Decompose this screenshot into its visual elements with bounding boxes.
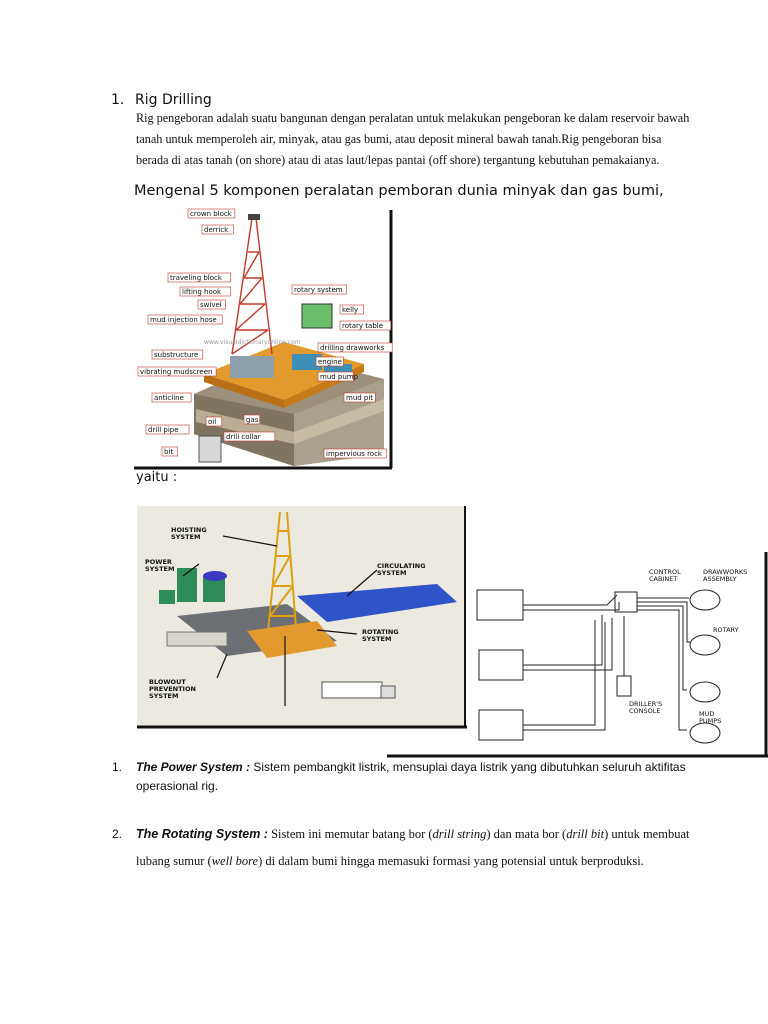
list-item-text-c: ) untuk membuat lubang sumur ( [136, 827, 690, 868]
diagram-label: CABINET [649, 575, 678, 583]
diagram-label: mud pump [320, 373, 359, 381]
watermark: www.visualdictionaryonline.com [204, 339, 301, 346]
tanker-truck [322, 682, 382, 698]
diagram-label: drill pipe [148, 426, 179, 434]
heading-title: Rig Drilling [135, 92, 212, 108]
diagram-label: CONSOLE [629, 707, 661, 715]
diagram-label: DRAWWORKS [703, 568, 748, 576]
intro-paragraph: Rig pengeboran adalah suatu bangunan dengan peralatan untuk melakukan pengeboran ke dalam reservoir bawah tanah untuk memperoleh air, minyak, atau gas bumi, atau deposit mineral bawah tanah.Rig pengeboran bisa berada di atas tanah (on shore) atau di atas laut/lepas pantai (off shore) tergantung kebutuhan pemakaianya. [136, 111, 690, 167]
diagram-label: CONTROL [649, 568, 681, 576]
list-item-text: Sistem pembangkit listrik, mensuplai daya listrik yang dibutuhkan seluruh aktifitas operasional rig. [136, 760, 686, 793]
list-item-title: The Power System : [136, 760, 251, 774]
diagram-label: SYSTEM [149, 692, 179, 700]
diagram-label: mud pit [346, 394, 374, 402]
diagram-label: DRILLER'S [629, 700, 663, 708]
diagram-label: drill collar [226, 433, 261, 441]
list-number: 1. [112, 760, 123, 774]
diagram-label: BLOWOUT [149, 678, 186, 686]
diagram-label: drilling drawworks [320, 344, 385, 352]
diagram-label: POWER [145, 558, 172, 566]
list-item-rotating-system [112, 821, 692, 875]
components-intro: Mengenal 5 komponen peralatan pemboran dunia minyak dan gas bumi, [134, 183, 664, 199]
diagram-label: CIRCULATING [377, 562, 426, 570]
list-item-power-system [112, 758, 692, 796]
diagram-label: lifting hook [182, 288, 222, 296]
section-heading [111, 92, 212, 108]
diagram-label: gas [246, 416, 259, 424]
term-well-bore: well bore [211, 854, 259, 868]
power-schematic-diagram [387, 550, 768, 760]
diagram-label: crown block [190, 210, 232, 218]
list-item-text-a: Sistem ini memutar batang bor ( [271, 827, 433, 841]
diagram-label: impervious rock [326, 450, 382, 458]
diagram-label: SYSTEM [362, 635, 392, 643]
diagram-label: SYSTEM [377, 569, 407, 577]
diagram-label: derrick [204, 226, 229, 234]
list-item-text-d: ) di dalam bumi hingga memasuki formasi yang potensial untuk berproduksi. [258, 854, 644, 868]
diagram-label: kelly [342, 306, 359, 314]
diagram-label: SYSTEM [171, 533, 201, 541]
diagram-label: rotary table [342, 322, 384, 330]
diagram-label: ASSEMBLY [703, 575, 737, 583]
diagram-label: traveling block [170, 274, 222, 282]
list-item-title: The Rotating System : [136, 827, 268, 841]
term-drill-bit: drill bit [566, 827, 605, 841]
diagram-label: SYSTEM [145, 565, 175, 573]
diagram-label: PUMPS [699, 717, 722, 725]
diagram-label: engine [318, 358, 342, 366]
diagram-label: vibrating mudscreen [140, 368, 213, 376]
term-drill-string: drill string [432, 827, 487, 841]
diagram-label: PREVENTION [149, 685, 196, 693]
diagram-label: bit [164, 448, 174, 456]
diagram-label: MUD [699, 710, 715, 718]
diagram-label: anticline [154, 394, 184, 402]
diagram-label: ROTARY [713, 626, 739, 634]
diagram-label: ROTATING [362, 628, 399, 636]
list-number: 2. [112, 827, 123, 841]
diagram-label: substructure [154, 351, 199, 359]
list-item-text-b: ) dan mata bor ( [486, 827, 567, 841]
heading-number: 1. [111, 92, 125, 108]
rig-components-diagram [134, 204, 396, 470]
diagram-label: HOISTING [171, 526, 207, 534]
diagram-label: rotary system [294, 286, 343, 294]
diagram-label: swivel [200, 301, 222, 309]
diagram-label: mud injection hose [150, 316, 217, 324]
yaitu-label: yaitu : [136, 470, 178, 485]
diagram-label: oil [208, 418, 217, 426]
